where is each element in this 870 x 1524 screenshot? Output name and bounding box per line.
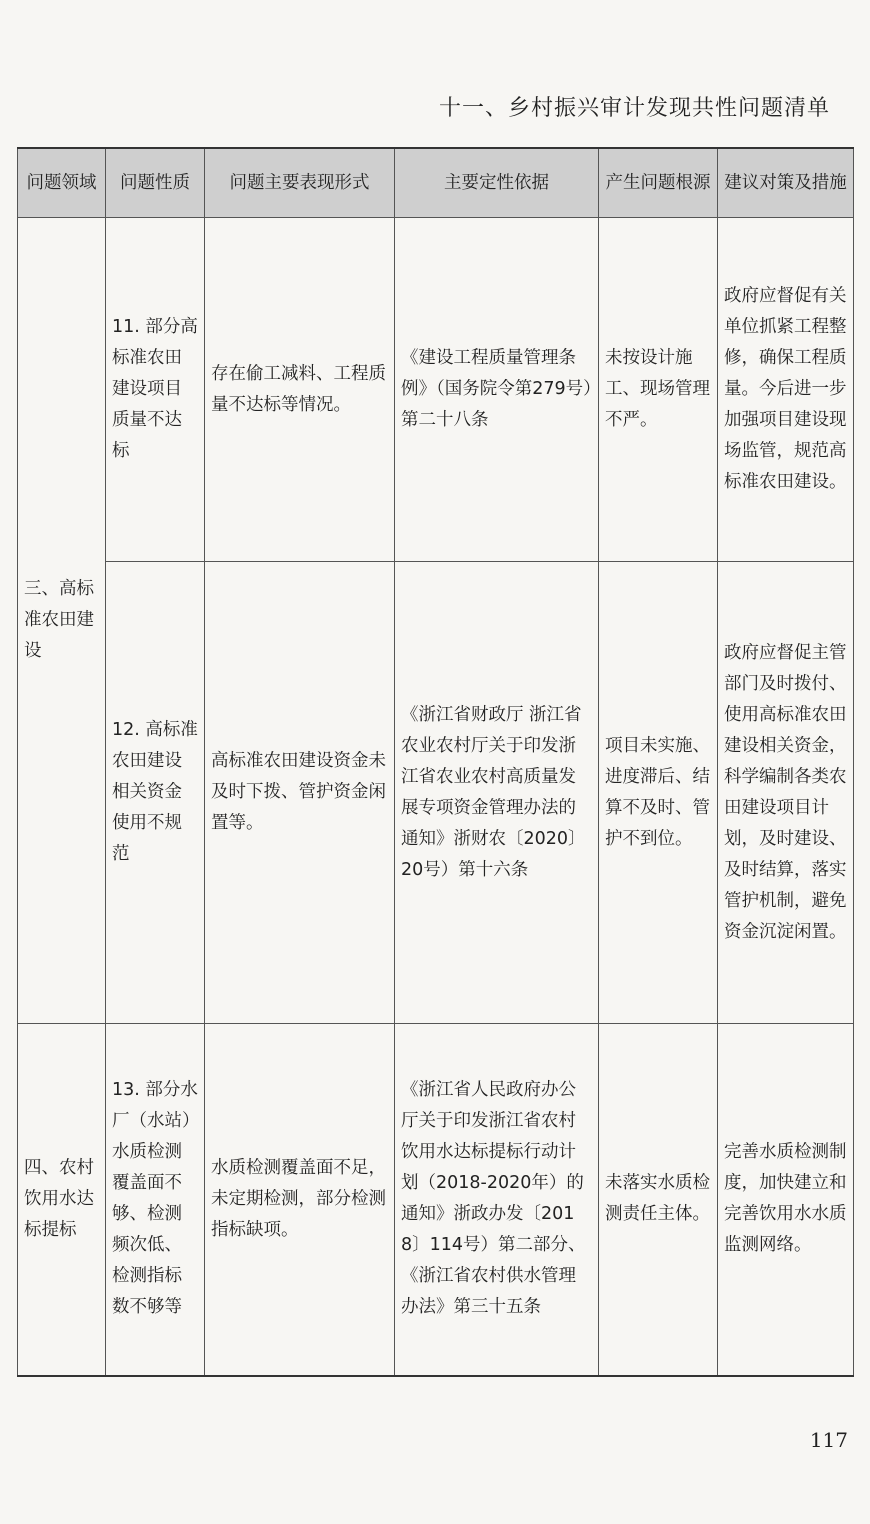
header-nature: 问题性质 [106, 148, 205, 218]
table-header-row [18, 148, 854, 218]
manifestation-cell: 存在偷工减料、工程质量不达标等情况。 [205, 218, 395, 562]
table-row [18, 562, 854, 1024]
basis-cell: 《浙江省人民政府办公厅关于印发浙江省农村饮用水达标提标行动计划（2018-2020年）的通知》浙政办发〔2018〕114号）第二部分、《浙江省农村供水管理办法》第三十五条 [395, 1024, 599, 1376]
page-number: 117 [809, 1428, 848, 1452]
root-cause-cell: 未落实水质检测责任主体。 [599, 1024, 718, 1376]
area-cell: 四、农村饮用水达标提标 [18, 1024, 106, 1376]
issues-table [17, 147, 854, 1377]
header-suggestion: 建议对策及措施 [718, 148, 854, 218]
root-cause-cell: 未按设计施工、现场管理不严。 [599, 218, 718, 562]
suggestion-cell: 政府应督促有关单位抓紧工程整修，确保工程质量。今后进一步加强项目建设现场监管，规范高标准农田建设。 [718, 218, 854, 562]
basis-cell: 《建设工程质量管理条例》（国务院令第279号）第二十八条 [395, 218, 599, 562]
basis-cell: 《浙江省财政厅 浙江省农业农村厅关于印发浙江省农业农村高质量发展专项资金管理办法的通知》浙财农〔2020〕20号）第十六条 [395, 562, 599, 1024]
nature-cell: 13. 部分水厂（水站）水质检测覆盖面不够、检测频次低、检测指标数不够等 [106, 1024, 205, 1376]
header-root-cause: 产生问题根源 [599, 148, 718, 218]
header-area: 问题领域 [18, 148, 106, 218]
area-cell: 三、高标准农田建设 [18, 218, 106, 1024]
suggestion-cell: 完善水质检测制度，加快建立和完善饮用水水质监测网络。 [718, 1024, 854, 1376]
nature-cell: 11. 部分高标准农田建设项目质量不达标 [106, 218, 205, 562]
table-row [18, 218, 854, 562]
root-cause-cell: 项目未实施、进度滞后、结算不及时、管护不到位。 [599, 562, 718, 1024]
manifestation-cell: 水质检测覆盖面不足，未定期检测，部分检测指标缺项。 [205, 1024, 395, 1376]
nature-cell: 12. 高标准农田建设相关资金使用不规范 [106, 562, 205, 1024]
header-manifestation: 问题主要表现形式 [205, 148, 395, 218]
header-basis: 主要定性依据 [395, 148, 599, 218]
manifestation-cell: 高标准农田建设资金未及时下拨、管护资金闲置等。 [205, 562, 395, 1024]
suggestion-cell: 政府应督促主管部门及时拨付、使用高标准农田建设相关资金，科学编制各类农田建设项目计划，及时建设、及时结算，落实管护机制，避免资金沉淀闲置。 [718, 562, 854, 1024]
table-row [18, 1024, 854, 1376]
section-title: 十一、乡村振兴审计发现共性问题清单 [438, 96, 830, 121]
